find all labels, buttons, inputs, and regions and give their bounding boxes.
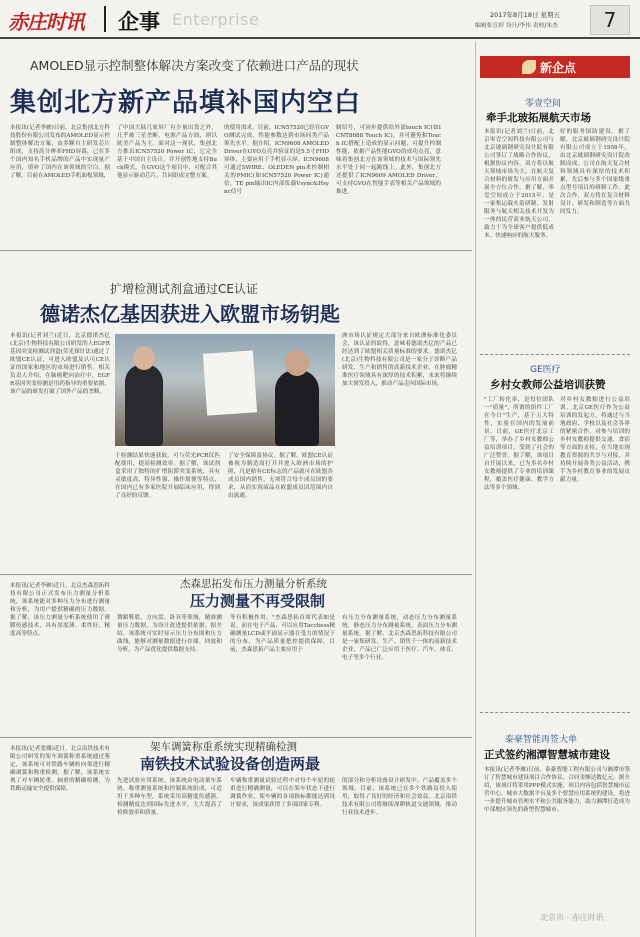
article-column: 了中国大陆几家屏厂有少量出货之外，几乎被三星垄断，电源产品方面，则以欧美产品为主。面对这一现状，集创北方推出ICN57520 Power IC，它完全基于中国自主设计，并开创性地支持Buck模式，在GVO这个项目中，可配合其他显示驱动芯片，共同组成完整方案。: [117, 125, 217, 179]
masthead: [0, 0, 640, 42]
article-column: 本报讯(记者刘兰)近日，北京德诺杰亿(北京)生物科技有限公司研发的人EGFR基因突变检测试剂盒(荧光探针法)通过了欧盟CE认证，可进入欧盟及认可CE认证的国家和地区的市场进行销售。相关负责人介绍，在肺癌靶向治疗中，EGFR基因突变检测是用药指导的重要依据，该产品的研发打破了国外产品的垄断。: [10, 333, 110, 395]
logo-divider: [104, 6, 106, 32]
brief-headline: 正式签约湘潭智慧城市建设: [484, 749, 610, 761]
article-column: 先进试验应用系统。该系统由电动架车系统、称重测量系统和控制系统组成，可适用于多种车型。系统采用高精度传感器，检测精度达到国际先进水平，大大提高了检修效率和质量。: [117, 778, 222, 816]
article-nantie: [0, 739, 472, 937]
newspaper-logo: 赤庄时讯: [8, 10, 84, 34]
article-column: 制信号，可同步提供给外部touch IC(如ICNT8688 Touch IC)，并可避免和Touch IC搭配上造成的显示问题，可提升控制性能，依据产品性能GVO的成功点亮，意味着集创北方在该领域的技术与国际领先水平处于同一起跑线上。此外，集创北方还提供了ICN9609 AMOLED Driver，可支持GVO在智能手表等相关产品领域的推进。: [336, 125, 441, 195]
section-divider: [0, 574, 472, 575]
brief-text: 对乡村女教师进行公益培训，北京GE医疗作为公益培训的发起方，将通过与当地政府、学校以及社会各界的紧密合作，对参与培训的乡村女教师提供交通、食宿等方面的支持，在当地实现教育资源的共享与对接，并持续开展各类公益活动，携手为乡村教育事业的发展贡献力量。: [560, 397, 630, 483]
article-column: 本报讯(记者李雁)日前，北京集创北方科技股份有限公司发布的AMOLED显示控制整体解决方案，由多颗自主研发芯片组成，支持高分辨率FHD屏幕，已在多个国内知名手机品牌的产品中实现量产应用，填补了国内在该领域的空白。据了解，目前在AMOLED手机面板领域，: [10, 125, 110, 179]
article-column: 于检测结果快速获取，可与荧光PCR仪匹配使用，提高检测效率。据了解，该试剂盒采用了独特的扩增阻滞突变系统，具有灵敏度高、特异性强、操作简便等特点，在国内已有多家医院开展临床应用，得到了良好的反馈。: [115, 453, 220, 499]
section-divider: [0, 250, 472, 251]
article-headline: 压力测量不再受限制: [190, 592, 326, 610]
section-title-en: Enterprise: [172, 10, 260, 29]
article-jiesen-situo: [0, 576, 472, 734]
brief-text: 好的服务国防建设。据了解，北京玻璃钢研究设计院有限公司成立于1958年，由北京玻璃钢研究设计院改制而成。公司在航天复合材料领域具有深厚的技术积累，先后参与多个国家级重点型号项目的研制工作。此次合作，双方将在复合材料设计、研发和制造等方面共同发力。: [560, 129, 630, 215]
article-kicker: 扩增检测试剂盒通过CE认证: [110, 282, 258, 296]
article-kicker: 杰森思拓发布压力测量分析系统: [180, 578, 327, 590]
photo-person-head: [133, 346, 155, 370]
article-column: 本报讯(记者李雁)近日，北京杰森思拓科技有限公司正式发布压力测量分析系统，该系统能对多种压力分布进行测量和分析，为用户提供精确的压力数据。据了解，该压力测量分析系统使用了薄膜传感技术，具有厚度薄、柔性好、精度高等特点。: [10, 583, 110, 637]
article-column: 舞蹈鞋底、方向盘、卧具等领域，精准测量压力数据，为设计改进提供依据。据介绍，该系统可实时显示压力分布图和压力曲线，能够对测量数据进行存储、回放和分析，为产品优化提供数据支持。: [117, 615, 222, 653]
article-column: 车辆称重测量试验过程中对每个车轮的轮重进行精确测量，可以在架车状态下进行调簧作业，使车辆的各项指标都能达到设计要求，该成果获得了多项国家专利。: [230, 778, 335, 808]
article-column: 本报讯(记者张娜)近日，北京南铁技术有限公司研发的架车调簧称重系统通过鉴定，该系统可对铁路车辆转向架进行精确调簧和称重检测。据了解，该系统实现了对车辆轮重、轴重的精确检测，为铁路运输安全提供保障。: [10, 746, 110, 792]
article-deno-jieyi: [0, 252, 472, 572]
banner-label: 新企点: [540, 61, 577, 75]
new-enterprise-banner: [480, 56, 630, 78]
page-number-box: [590, 5, 630, 35]
brief-brand: GE医疗: [530, 365, 561, 375]
article-column: 了安全保障及协议。据了解，欧盟CE认证被视为制造商打开并进入欧洲市场的护照，凡是贴有CE标志的产品就可在欧盟各成员国内销售，无须符合每个成员国的要求，从而实现商品在欧盟成员国范围内自由流通。: [228, 453, 333, 499]
column-divider: [475, 42, 476, 937]
article-kicker: 架车调簧称重系统实现精确检测: [150, 741, 297, 753]
article-kicker: AMOLED显示控制整体解决方案改变了依赖进口产品的现状: [30, 58, 359, 73]
article-icn-amoled: [0, 42, 470, 247]
brief-headline: 乡村女教师公益培训获赞: [490, 379, 606, 391]
issue-date: 2017年8月18日 星期五: [490, 11, 561, 19]
brief-separator: [480, 354, 630, 355]
section-divider: [0, 737, 472, 738]
article-headline: 德诺杰亿基因获进入欧盟市场钥匙: [40, 302, 340, 326]
editors-credit: 编辑张宣婷 设计/李伟 责校/朱杰: [475, 23, 558, 29]
article-column: 的使用需求。目前，ICN57520已经在GVO测试完成，性能参数达到市场同类产品领先水平。据介绍，ICN9608 AMOLED Driver在GVO点亮并验证的是5.5寸FHD屏体，主要应用于手机显示屏。ICN9608可通过SWIRE、OLEDEN pin来控制相关的PMIC(如ICN57520 Power IC)通信，TE pin输出IC内部负载Vsync&Hsync信号: [224, 125, 329, 195]
brief-text: 本报讯(记者刘兰)日前，北京零壹空间科技有限公司与北京玻璃钢研究设计院有限公司签订了战略合作协议，根据协议内容，双方将以航天领域市场为主，在航天复合材料的研发与应用方面开展全方位合作。据了解，零壹空间成立于2015年，是一家集运载火箭研制、发射服务与航天相关技术开发为一体的民营商业航天公司，致力于为全球客户提供低成本、快速响应的航天服务。: [484, 129, 554, 239]
brief-headline: 牵手北玻拓展航天市场: [486, 112, 591, 124]
watermark: 北京市 · 赤庄时讯: [540, 913, 604, 922]
masthead-rule: [0, 37, 640, 39]
brief-text: "工厂转化率，是每位团队一"质量"，所谓的组件工厂在今日"生产，基于五大特性，实验在国内的发展前景。日前，GE医疗北京工厂等，举办了乡村女教师公益培训项目，受到了社会的广泛赞誉。据了解，该项目自开展以来，已为多名乡村女教师提供了专业的培训课程，覆盖医疗健康、教学方法等多个领域。: [484, 397, 554, 491]
brief-separator: [480, 712, 630, 713]
photo-person-right: [275, 370, 319, 446]
page-number: 7: [603, 8, 617, 32]
article-headline: 集创北方新产品填补国内空白: [10, 88, 362, 118]
article-column: 有压力分布测量系统，动态压力分布测量系统，静态压力分布测量系统，表面压力分布测量系统。据了解，北京杰森思拓科技有限公司是一家集研发、生产、销售于一体的高新技术企业，产品已广泛应用于医疗、汽车、体育、电子等多个行业。: [342, 615, 457, 661]
section-title: 企事: [118, 9, 160, 34]
article-column: 等有积极作用。"杰森思拓首席代表如是说。而在电子产品，可以应用Tacchess精确测量LCD或平面显示器在受力的情况下的分布，为产品质量把控提供保障。目前，杰森思拓产品主要应用于: [230, 615, 335, 653]
brief-brand: 零壹空间: [525, 99, 562, 109]
photo-document: [203, 350, 257, 415]
photo-person-head: [285, 350, 309, 376]
article-headline: 南铁技术试验设备创造两最: [140, 755, 321, 773]
brief-brand: 泰豪智能再签大单: [505, 735, 578, 745]
new-enterprise-column: [480, 42, 640, 937]
banner-leaf-icon: [522, 60, 536, 74]
article-photo: [115, 334, 335, 446]
brief-text: 本报讯(记者李雁)日前，泰豪智能工程有限公司与湘潭市签订了智慧城市建设项目合作协议，合同金额达数亿元。据介绍，该项目将采用PPP模式实施，项目内容包括智慧城市运营中心、城市大数据平台及多个智慧应用系统的建设，将进一步提升城市管理水平和公共服务能力，助力湘潭打造成为中部地区领先的新型智慧城市。: [484, 767, 630, 813]
photo-person-left: [125, 364, 163, 446]
article-column: 洲市场认证规定大部分来自欧洲标准化委员会，该认证的取得，意味着德诺杰亿的产品已经达到了欧盟相关质量标准的要求。德诺杰亿(北京)生物科技有限公司是一家分子诊断产品研发、生产和销售的高新技术企业，在肿瘤精准医疗领域具有深厚的技术积累，未来将继续加大研发投入，推动产品走向国际市场。: [342, 333, 457, 387]
article-column: 的部分和分析设备设计研发中，产品覆盖多个领域。目前，该系统已在多个铁路局投入使用，取得了良好的经济和社会效益。北京南铁技术有限公司将继续深耕轨道交通领域，推动行业技术进步。: [342, 778, 457, 816]
